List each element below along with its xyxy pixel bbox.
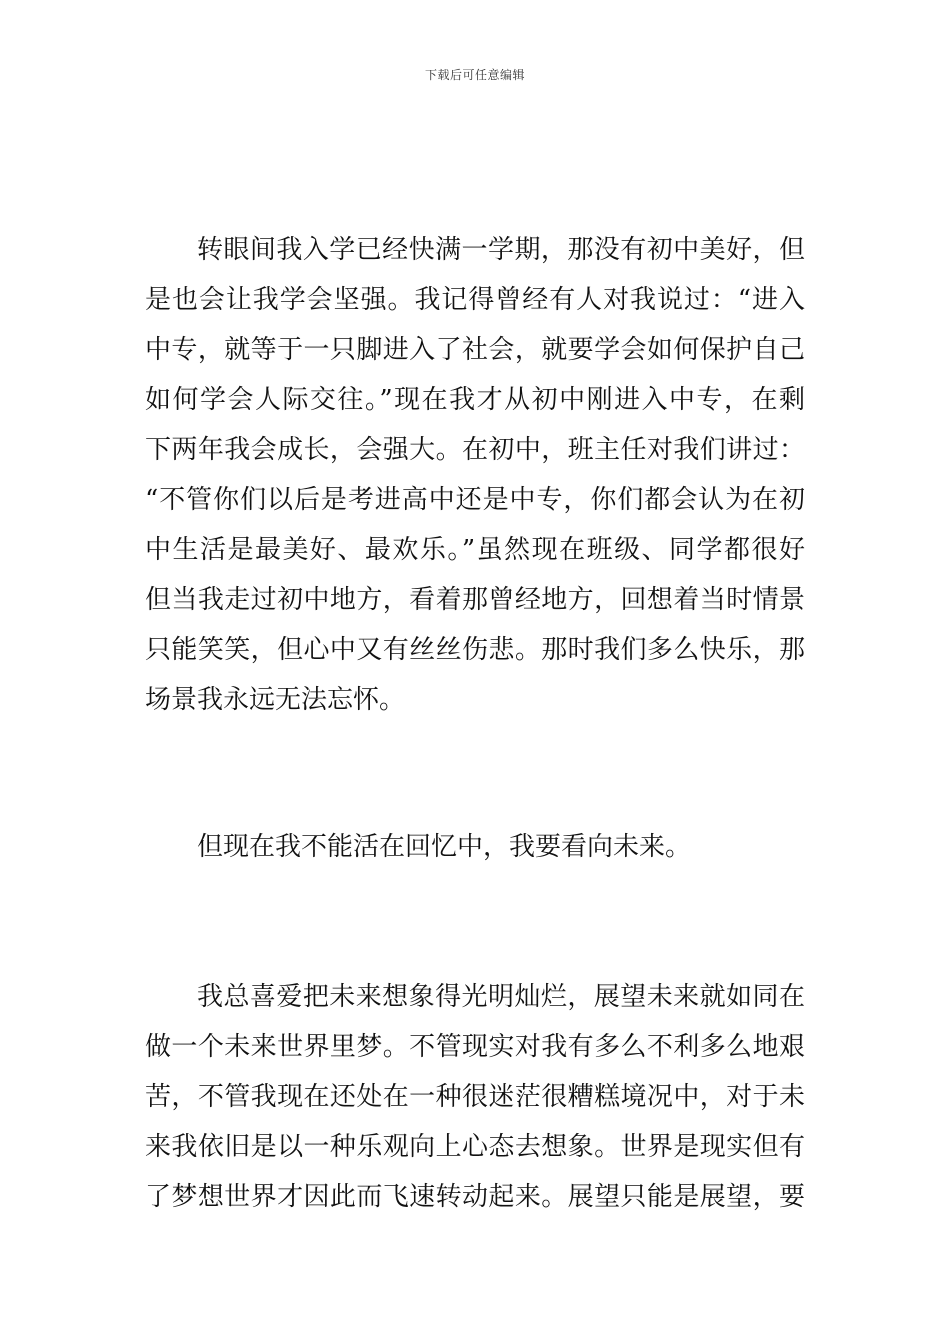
- paragraph-1: [145, 225, 805, 725]
- text-line: 中生活是最美好、最欢乐。”虽然现在班级、同学都很好: [145, 535, 805, 565]
- paragraph-3: [145, 972, 805, 1222]
- text-line: 转眼间我入学已经快满一学期，那没有初中美好，但: [197, 235, 805, 265]
- text-line: 来我依旧是以一种乐观向上心态去想象。世界是现实但有: [145, 1132, 805, 1162]
- text-line: 中专，就等于一只脚进入了社会，就要学会如何保护自己: [145, 335, 805, 365]
- text-line: “不管你们以后是考进高中还是中专，你们都会认为在初: [145, 485, 805, 515]
- text-line: 场景我永远无法忘怀。: [145, 685, 406, 715]
- text-line: 只能笑笑，但心中又有丝丝伤悲。那时我们多么快乐，那: [145, 635, 805, 665]
- text-line: 苦，不管我现在还处在一种很迷茫很糟糕境况中，对于未: [145, 1082, 805, 1112]
- paragraph-2: [145, 822, 805, 872]
- text-line: 做一个未来世界里梦。不管现实对我有多么不利多么地艰: [145, 1032, 805, 1062]
- text-line: 我总喜爱把未来想象得光明灿烂，展望未来就如同在: [197, 982, 805, 1012]
- text-line: 下两年我会成长，会强大。在初中，班主任对我们讲过：: [145, 435, 805, 465]
- page-header: 下载后可任意编辑: [424, 68, 525, 82]
- text-line: 但现在我不能活在回忆中，我要看向未来。: [197, 832, 692, 862]
- text-line: 如何学会人际交往。”现在我才从初中刚进入中专，在剩: [145, 385, 805, 415]
- text-line: 了梦想世界才因此而飞速转动起来。展望只能是展望，要: [145, 1182, 805, 1212]
- text-line: 但当我走过初中地方，看着那曾经地方，回想着当时情景: [145, 585, 805, 615]
- text-line: 是也会让我学会坚强。我记得曾经有人对我说过：“进入: [145, 285, 805, 315]
